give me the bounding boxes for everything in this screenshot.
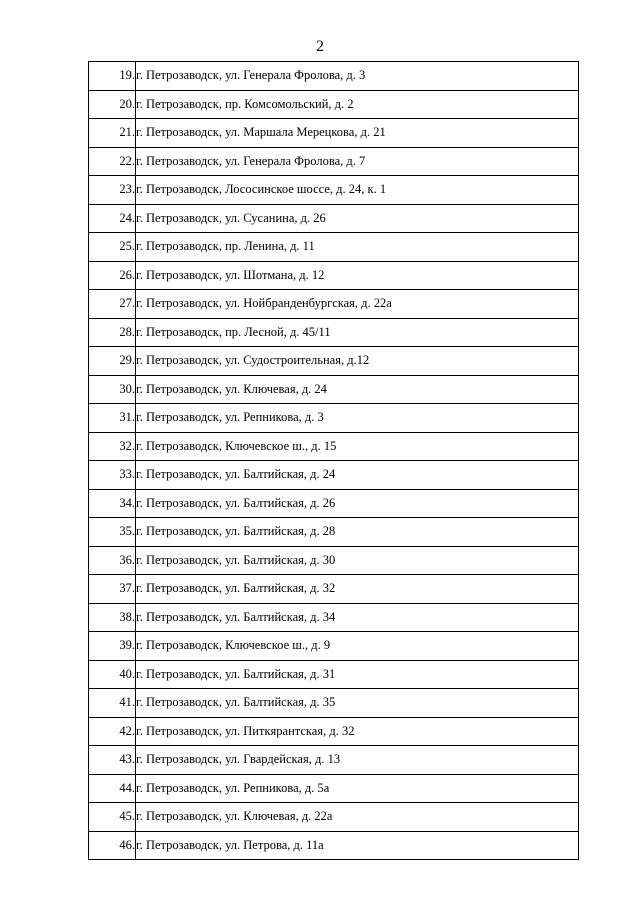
address-cell: г. Петрозаводск, ул. Балтийская, д. 26 — [136, 489, 579, 518]
row-number-cell: 39. — [89, 632, 136, 661]
row-number-cell: 36. — [89, 546, 136, 575]
address-cell: г. Петрозаводск, пр. Комсомольский, д. 2 — [136, 90, 579, 119]
row-number-cell: 21. — [89, 119, 136, 148]
address-cell: г. Петрозаводск, ул. Ключевая, д. 22а — [136, 803, 579, 832]
address-cell: г. Петрозаводск, ул. Балтийская, д. 31 — [136, 660, 579, 689]
table-row — [89, 489, 579, 518]
address-cell: г. Петрозаводск, ул. Балтийская, д. 24 — [136, 461, 579, 490]
row-number-cell: 45. — [89, 803, 136, 832]
address-cell: г. Петрозаводск, ул. Генерала Фролова, д. 7 — [136, 147, 579, 176]
row-number-cell: 24. — [89, 204, 136, 233]
row-number-cell: 27. — [89, 290, 136, 319]
row-number-cell: 46. — [89, 831, 136, 860]
row-number-cell: 30. — [89, 375, 136, 404]
table-row — [89, 176, 579, 205]
table-row — [89, 546, 579, 575]
table-row — [89, 204, 579, 233]
row-number-cell: 34. — [89, 489, 136, 518]
table-row — [89, 746, 579, 775]
table-row — [89, 803, 579, 832]
address-cell: г. Петрозаводск, ул. Генерала Фролова, д. 3 — [136, 62, 579, 91]
table-row — [89, 432, 579, 461]
row-number-cell: 37. — [89, 575, 136, 604]
row-number-cell: 25. — [89, 233, 136, 262]
address-cell: г. Петрозаводск, ул. Балтийская, д. 28 — [136, 518, 579, 547]
address-cell: г. Петрозаводск, ул. Маршала Мерецкова, д. 21 — [136, 119, 579, 148]
address-cell: г. Петрозаводск, ул. Питкярантская, д. 32 — [136, 717, 579, 746]
table-row — [89, 461, 579, 490]
page-number: 2 — [316, 38, 324, 55]
row-number-cell: 23. — [89, 176, 136, 205]
address-table — [88, 61, 579, 860]
table-row — [89, 831, 579, 860]
row-number-cell: 42. — [89, 717, 136, 746]
address-cell: г. Петрозаводск, пр. Лесной, д. 45/11 — [136, 318, 579, 347]
table-row — [89, 603, 579, 632]
address-cell: г. Петрозаводск, ул. Репникова, д. 5а — [136, 774, 579, 803]
address-cell: г. Петрозаводск, Ключевское ш., д. 9 — [136, 632, 579, 661]
address-cell: г. Петрозаводск, Лососинское шоссе, д. 24, к. 1 — [136, 176, 579, 205]
row-number-cell: 44. — [89, 774, 136, 803]
row-number-cell: 41. — [89, 689, 136, 718]
table-row — [89, 147, 579, 176]
address-cell: г. Петрозаводск, ул. Шотмана, д. 12 — [136, 261, 579, 290]
address-cell: г. Петрозаводск, ул. Балтийская, д. 30 — [136, 546, 579, 575]
row-number-cell: 40. — [89, 660, 136, 689]
address-cell: г. Петрозаводск, ул. Сусанина, д. 26 — [136, 204, 579, 233]
table-row — [89, 518, 579, 547]
table-row — [89, 233, 579, 262]
address-cell: г. Петрозаводск, ул. Петрова, д. 11а — [136, 831, 579, 860]
address-cell: г. Петрозаводск, ул. Гвардейская, д. 13 — [136, 746, 579, 775]
table-row — [89, 318, 579, 347]
address-cell: г. Петрозаводск, ул. Балтийская, д. 34 — [136, 603, 579, 632]
table-row — [89, 404, 579, 433]
row-number-cell: 33. — [89, 461, 136, 490]
table-row — [89, 290, 579, 319]
table-row — [89, 62, 579, 91]
table-row — [89, 375, 579, 404]
address-cell: г. Петрозаводск, ул. Нойбранденбургская, д. 22а — [136, 290, 579, 319]
table-row — [89, 774, 579, 803]
row-number-cell: 43. — [89, 746, 136, 775]
row-number-cell: 29. — [89, 347, 136, 376]
table-row — [89, 717, 579, 746]
row-number-cell: 22. — [89, 147, 136, 176]
address-cell: г. Петрозаводск, ул. Судостроительная, д.12 — [136, 347, 579, 376]
row-number-cell: 32. — [89, 432, 136, 461]
table-row — [89, 660, 579, 689]
table-row — [89, 632, 579, 661]
address-cell: г. Петрозаводск, ул. Репникова, д. 3 — [136, 404, 579, 433]
row-number-cell: 19. — [89, 62, 136, 91]
row-number-cell: 35. — [89, 518, 136, 547]
row-number-cell: 31. — [89, 404, 136, 433]
row-number-cell: 28. — [89, 318, 136, 347]
table-row — [89, 347, 579, 376]
address-table-body — [89, 62, 579, 860]
address-cell: г. Петрозаводск, ул. Балтийская, д. 32 — [136, 575, 579, 604]
address-cell: г. Петрозаводск, Ключевское ш., д. 15 — [136, 432, 579, 461]
address-cell: г. Петрозаводск, пр. Ленина, д. 11 — [136, 233, 579, 262]
address-cell: г. Петрозаводск, ул. Балтийская, д. 35 — [136, 689, 579, 718]
table-row — [89, 90, 579, 119]
row-number-cell: 20. — [89, 90, 136, 119]
row-number-cell: 38. — [89, 603, 136, 632]
table-row — [89, 119, 579, 148]
row-number-cell: 26. — [89, 261, 136, 290]
table-row — [89, 689, 579, 718]
table-row — [89, 575, 579, 604]
address-cell: г. Петрозаводск, ул. Ключевая, д. 24 — [136, 375, 579, 404]
table-row — [89, 261, 579, 290]
